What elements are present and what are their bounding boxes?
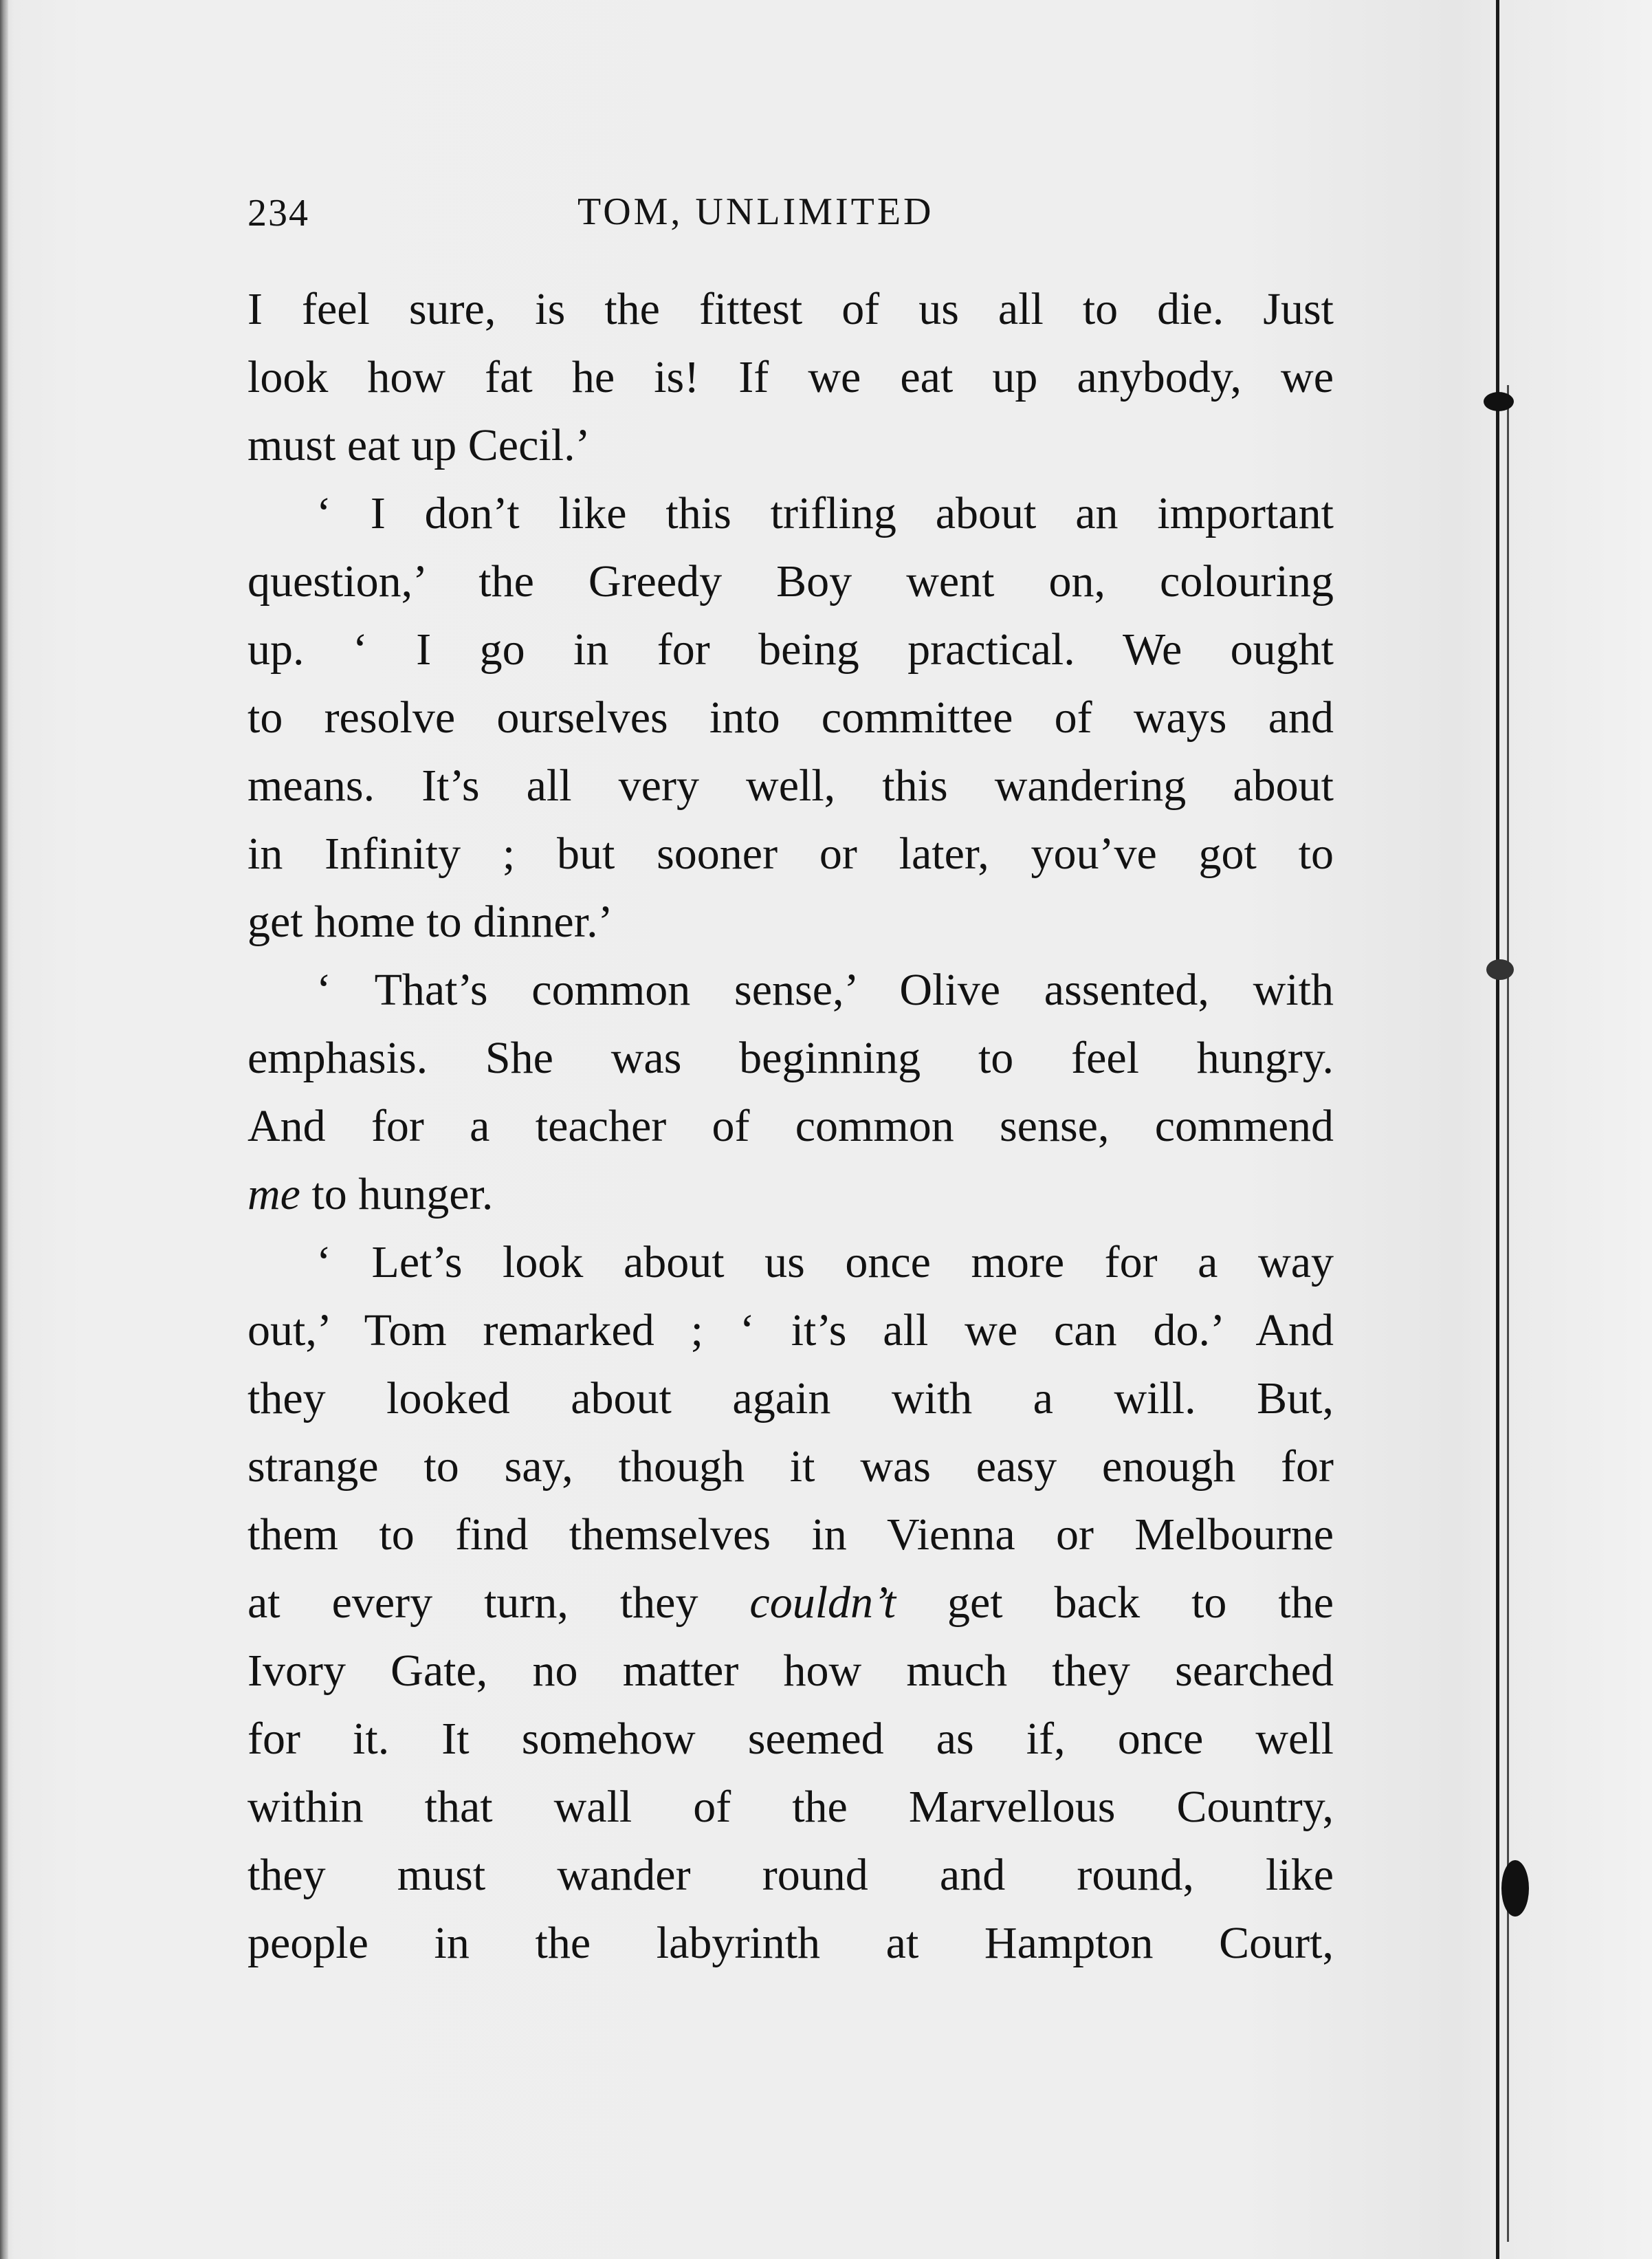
text-line: ‘ I don’t like this trifling about an important	[316, 488, 1334, 538]
page-left-edge	[0, 0, 8, 2259]
page-number: 234	[247, 192, 309, 234]
text-segment: to hunger.	[300, 1169, 494, 1219]
text-line: they looked about again with a will. But,	[247, 1373, 1334, 1423]
text-line: question,’ the Greedy Boy went on, colouring	[247, 556, 1334, 607]
text-line: must eat up Cecil.’	[247, 420, 591, 470]
body-text	[247, 275, 1334, 1977]
italic-word: couldn’t	[749, 1578, 896, 1628]
text-line: ‘ Let’s look about us once more for a way	[316, 1237, 1334, 1287]
text-segment: at every turn, they	[247, 1578, 750, 1628]
binding-gutter-shadow	[1507, 385, 1509, 2242]
text-line: get home to dinner.’	[247, 897, 613, 947]
text-line: And for a teacher of common sense, commend	[247, 1101, 1334, 1151]
italic-word: me	[247, 1169, 300, 1219]
binding-stitch-mark	[1501, 1860, 1529, 1917]
running-head	[247, 191, 1334, 246]
text-line: ‘ That’s common sense,’ Olive assented, with	[316, 965, 1334, 1015]
text-line: in Infinity ; but sooner or later, you’ve got to	[247, 829, 1334, 879]
text-line: look how fat he is! If we eat up anybody, we	[247, 352, 1334, 402]
text-line: for it. It somehow seemed as if, once well	[247, 1714, 1334, 1764]
text-line: Ivory Gate, no matter how much they searched	[247, 1646, 1334, 1696]
text-line: to resolve ourselves into committee of ways and	[247, 692, 1334, 743]
binding-stitch-mark	[1486, 959, 1514, 980]
text-line: people in the labyrinth at Hampton Court,	[247, 1918, 1334, 1968]
text-line: within that wall of the Marvellous Country,	[247, 1782, 1334, 1832]
text-line: strange to say, though it was easy enough for	[247, 1441, 1334, 1492]
text-line: they must wander round and round, like	[247, 1850, 1334, 1900]
running-title: TOM, UNLIMITED	[577, 190, 934, 233]
text-line: up. ‘ I go in for being practical. We ought	[247, 624, 1334, 675]
text-line: out,’ Tom remarked ; ‘ it’s all we can do.’ And	[247, 1305, 1334, 1355]
text-line	[247, 1160, 1334, 1228]
text-line: means. It’s all very well, this wandering about	[247, 761, 1334, 811]
binding-gutter-line	[1496, 0, 1499, 2259]
text-line: emphasis. She was beginning to feel hungry.	[247, 1033, 1334, 1083]
text-segment: get back to the	[896, 1578, 1334, 1628]
text-line: them to find themselves in Vienna or Melbourne	[247, 1509, 1334, 1560]
text-line	[247, 1569, 1334, 1637]
text-line: I feel sure, is the fittest of us all to die. Just	[247, 284, 1334, 334]
binding-stitch-mark	[1484, 392, 1514, 411]
